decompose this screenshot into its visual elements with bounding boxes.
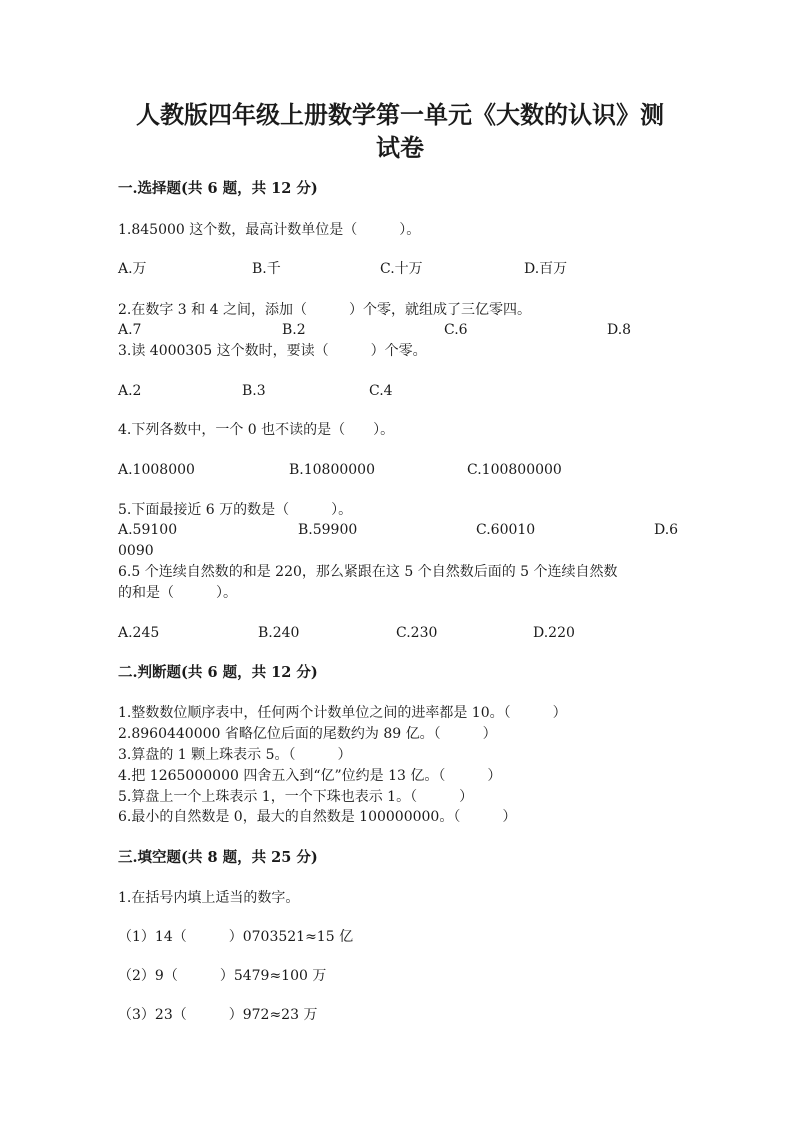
question-stem: 6.5 个连续自然数的和是 220，那么紧跟在这 5 个自然数后面的 5 个连续自然数 — [118, 564, 618, 580]
option-d: D.8 — [607, 322, 632, 338]
judge-item: 6.最小的自然数是 0，最大的自然数是 100000000。（ ） — [118, 809, 517, 825]
section-heading-fill: 三.填空题(共 8 题，共 25 分) — [118, 849, 318, 866]
question-stem: 1.在括号内填上适当的数字。 — [118, 890, 300, 906]
judge-item: 3.算盘的 1 颗上珠表示 5。（ ） — [118, 747, 352, 763]
option-d: D.6 — [654, 522, 679, 538]
option-a: A.1008000 — [118, 462, 195, 478]
judge-item: 1.整数数位顺序表中，任何两个计数单位之间的进率都是 10。（ ） — [118, 705, 567, 721]
option-b: B.千 — [252, 261, 281, 277]
option-c: C.230 — [396, 625, 438, 641]
question-stem: 2.在数字 3 和 4 之间，添加（ ）个零，就组成了三亿零四。 — [118, 302, 531, 318]
option-a: A.59100 — [118, 522, 178, 538]
option-b: B.2 — [282, 322, 306, 338]
judge-item: 2.8960440000 省略亿位后面的尾数约为 89 亿。（ ） — [118, 726, 497, 742]
option-a: A.245 — [118, 625, 160, 641]
fill-part: （1）14（ ）0703521≈15 亿 — [118, 929, 354, 945]
option-b: B.240 — [258, 625, 300, 641]
option-a: A.2 — [118, 383, 142, 399]
question-stem: 3.读 4000305 这个数时，要读（ ）个零。 — [118, 343, 427, 359]
fill-part: （2）9（ ）5479≈100 万 — [118, 968, 327, 984]
judge-item: 5.算盘上一个上珠表示 1，一个下珠也表示 1。（ ） — [118, 789, 474, 805]
option-b: B.3 — [242, 383, 266, 399]
option-a: A.7 — [118, 322, 142, 338]
option-d: D.220 — [533, 625, 575, 641]
option-c: C.100800000 — [467, 462, 562, 478]
option-d: D.百万 — [524, 261, 568, 277]
option-c: C.十万 — [380, 261, 423, 277]
section-heading-choice: 一.选择题(共 6 题，共 12 分) — [118, 180, 318, 197]
option-c: C.4 — [369, 383, 393, 399]
judge-item: 4.把 1265000000 四舍五入到“亿”位约是 13 亿。（ ） — [118, 768, 502, 784]
title-line-1: 人教版四年级上册数学第一单元《大数的认识》测 — [136, 100, 664, 129]
question-stem: 5.下面最接近 6 万的数是（ ）。 — [118, 502, 353, 518]
option-b: B.59900 — [298, 522, 358, 538]
option-d-wrap: 0090 — [118, 543, 154, 559]
title-line-2: 试卷 — [376, 133, 424, 162]
question-stem: 4.下列各数中，一个 0 也不读的是（ ）。 — [118, 422, 395, 438]
option-a: A.万 — [118, 261, 147, 277]
option-c: C.60010 — [476, 522, 536, 538]
option-b: B.10800000 — [289, 462, 375, 478]
section-heading-judge: 二.判断题(共 6 题，共 12 分) — [118, 664, 318, 681]
question-stem: 1.845000 这个数，最高计数单位是（ ）。 — [118, 222, 421, 238]
fill-part: （3）23（ ）972≈23 万 — [118, 1007, 318, 1023]
question-stem-cont: 的和是（ ）。 — [118, 585, 237, 601]
option-c: C.6 — [444, 322, 468, 338]
